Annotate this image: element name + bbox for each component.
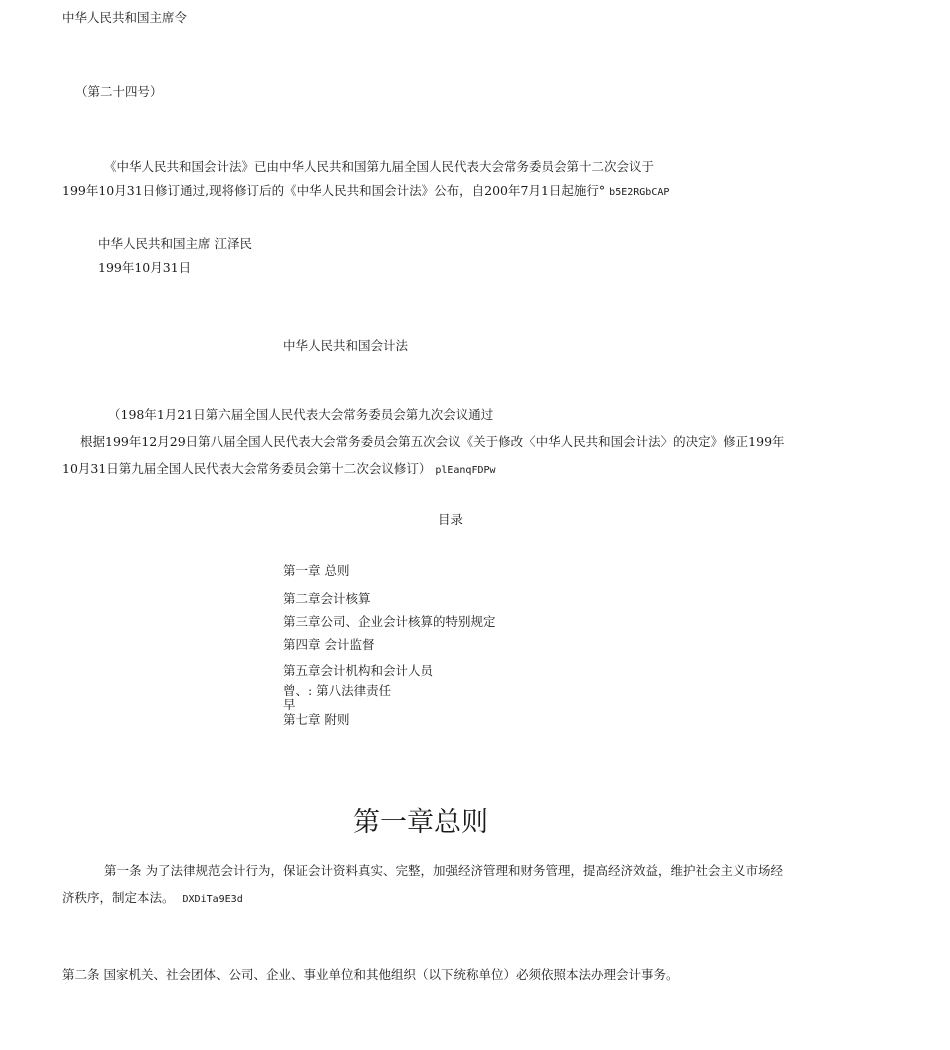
article-2: 第二条 国家机关、社会团体、公司、企业、事业单位和其他组织（以下统称单位）必须依照本法办理会计事务。 xyxy=(62,967,679,982)
president-signature: 中华人民共和国主席 江泽民 xyxy=(98,236,252,251)
order-number: （第二十四号） xyxy=(75,84,163,99)
chapter-heading: 第一章总则 xyxy=(353,807,488,838)
toc-title: 目录 xyxy=(438,512,464,527)
order-title: 中华人民共和国主席令 xyxy=(62,10,188,25)
law-title: 中华人民共和国会计法 xyxy=(283,338,409,353)
signature-date: 199年10月31日 xyxy=(98,260,192,275)
toc-item: 第三章公司、企业会计核算的特别规定 xyxy=(283,614,496,629)
toc-item: 第一章 总则 xyxy=(283,563,350,578)
article-1-line-2 xyxy=(62,888,243,906)
toc-item: 第五章会计机构和会计人员 xyxy=(283,663,434,678)
law-history-text: 10月31日第九届全国人民代表大会常务委员会第十二次会议修订） xyxy=(62,461,432,476)
law-history-line-3 xyxy=(62,459,496,477)
law-history-code: plEanqFDPw xyxy=(435,465,496,476)
toc-item: 早 xyxy=(283,697,296,712)
toc-item: 第四章 会计监督 xyxy=(283,637,375,652)
law-history-line-1: （198年1月21日第六届全国人民代表大会常务委员会第九次会议通过 xyxy=(108,407,494,422)
announcement-line-2 xyxy=(62,181,669,199)
toc-item: 第二章会计核算 xyxy=(283,591,371,606)
announcement-code: b5E2RGbCAP xyxy=(609,187,670,198)
announcement-text: 199年10月31日修订通过,现将修订后的《中华人民共和国会计法》公布，自200年7月1日起施行° xyxy=(62,183,606,198)
law-history-line-2: 根据199年12月29日第八届全国人民代表大会常务委员会第五次会议《关于修改〈中华人民共和国会计法〉的决定》修正199年 xyxy=(80,434,785,449)
toc-item: 第七章 附则 xyxy=(283,712,350,727)
toc-item: 曾、: 第八法律责任 xyxy=(283,683,392,698)
article-1-code: DXDiTa9E3d xyxy=(182,894,243,905)
article-1-line-1: 第一条 为了法律规范会计行为，保证会计资料真实、完整，加强经济管理和财务管理，提高经济效益，维护社会主义市场经 xyxy=(104,863,783,878)
announcement-line-1: 《中华人民共和国会计法》已由中华人民共和国第九届全国人民代表大会常务委员会第十二次会议于 xyxy=(104,159,655,174)
article-1-text: 济秩序，制定本法。 xyxy=(62,890,175,905)
